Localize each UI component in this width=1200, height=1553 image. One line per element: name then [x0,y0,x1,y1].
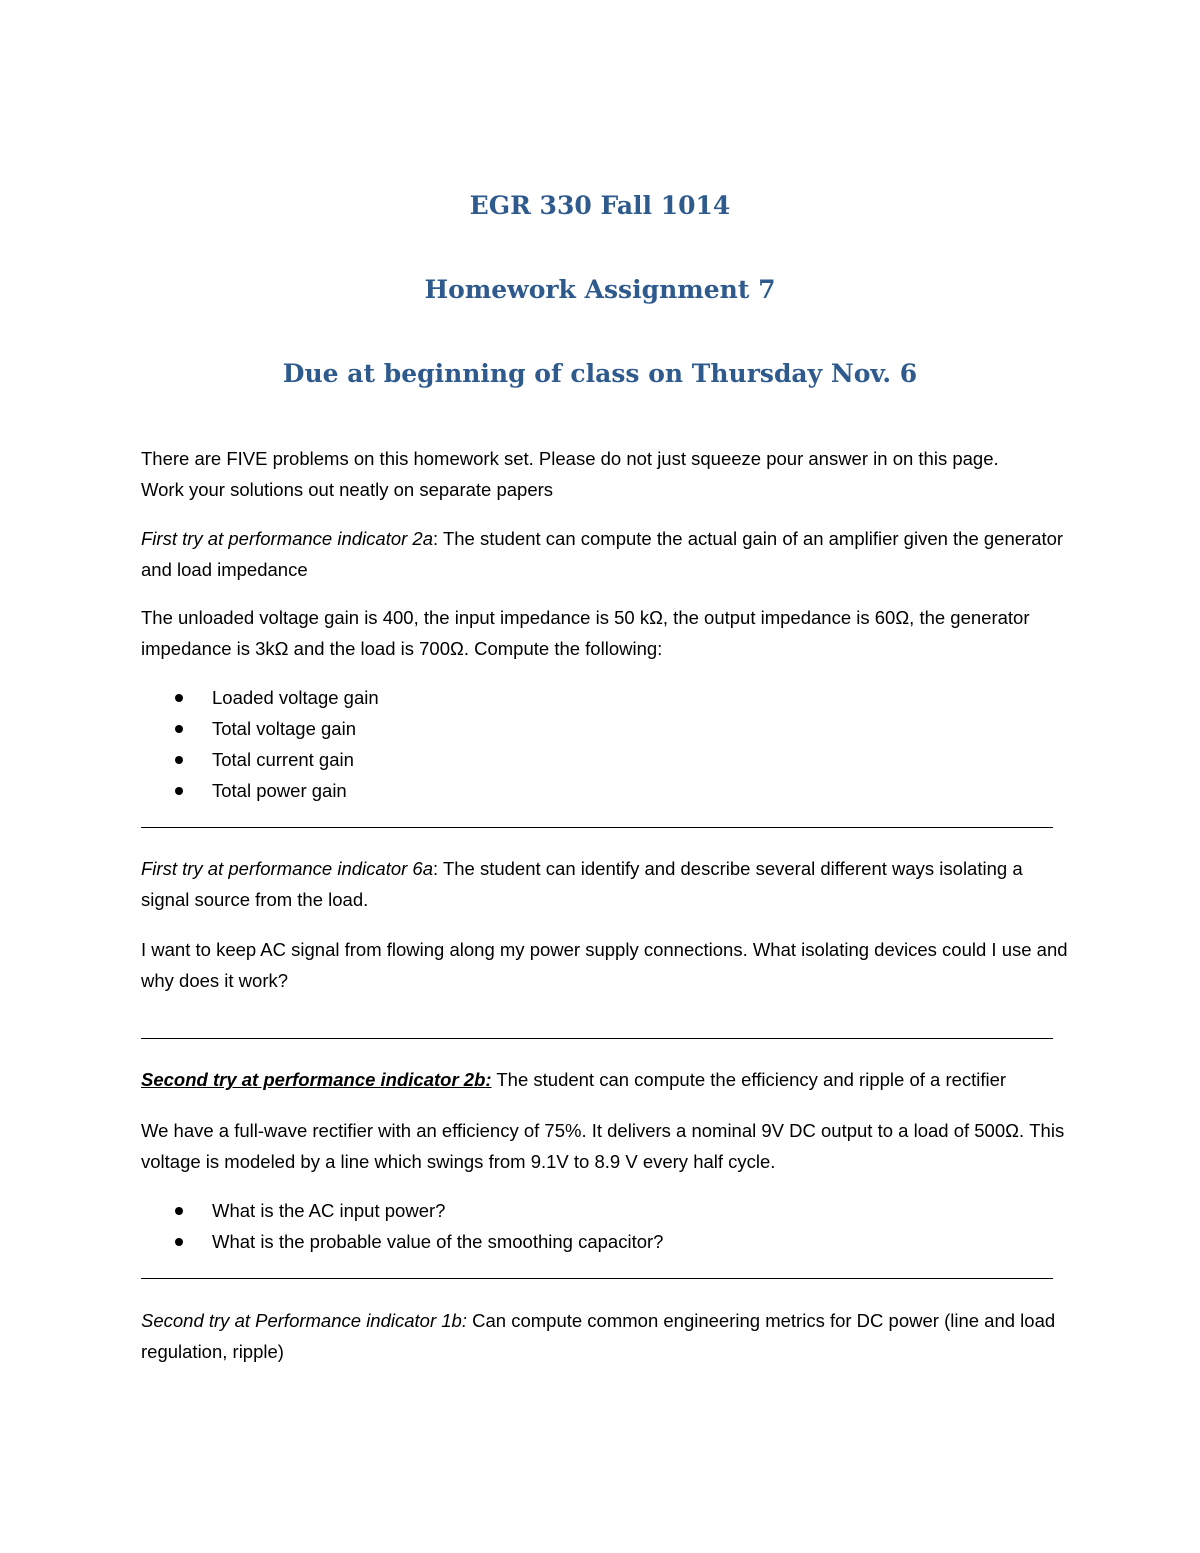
problem3-description: The student can compute the efficiency and ripple of a rectifier [491,1069,1007,1090]
problem3-indicator-paragraph [141,1064,1076,1095]
problem1-description: The student can compute the actual gain of an amplifier given the generator and load impedance [141,528,1064,580]
course-title: EGR 330 Fall 1014 [469,191,731,220]
problem2-indicator-paragraph [141,853,1071,915]
bullet-dot-icon [175,756,183,764]
list-item: Total power gain [141,775,1041,806]
problem1-bullet-list [141,682,1041,806]
problem1-indicator-paragraph [141,523,1071,585]
bullet-dot-icon [175,1238,183,1246]
bullet-dot-icon [175,1207,183,1215]
due-date: Due at beginning of class on Thursday Nov. 6 [282,359,918,388]
list-item: What is the probable value of the smoothing capacitor? [141,1226,1041,1257]
intro-paragraph [141,443,1071,505]
problem3-text: We have a full-wave rectifier with an efficiency of 75%. It delivers a nominal 9V DC output to a load of 500Ω. This voltage is modeled by a line which swings from 9.1V to 8.9 V every half cycle. [141,1120,1065,1172]
bullet-dot-icon [175,725,183,733]
problem2-text: I want to keep AC signal from flowing along my power supply connections. What isolating devices could I use and why does it work? [141,939,1068,991]
intro-line-2: Work your solutions out neatly on separate papers [141,479,554,500]
problem3-bullet-list [141,1195,1041,1257]
divider-3 [141,1278,1053,1279]
problem4-indicator: Second try at Performance indicator 1b: [141,1310,467,1331]
list-item: Loaded voltage gain [141,682,1041,713]
divider-1 [141,827,1053,828]
list-item: Total voltage gain [141,713,1041,744]
problem1-colon: : [433,528,439,549]
problem2-indicator: First try at performance indicator 6a [141,858,433,879]
problem4-description: Can compute common engineering metrics for DC power (line and load regulation, ripple) [141,1310,1056,1362]
problem4-indicator-paragraph [141,1305,1071,1367]
problem1-indicator: First try at performance indicator 2a [141,528,433,549]
problem2-description: The student can identify and describe several different ways isolating a signal source from the load. [141,858,1023,910]
bullet-dot-icon [175,787,183,795]
problem1-text: The unloaded voltage gain is 400, the input impedance is 50 kΩ, the output impedance is 60Ω, the generator impedance is 3kΩ and the load is 700Ω. Compute the following: [141,607,1030,659]
divider-2 [141,1038,1053,1039]
list-item: Total current gain [141,744,1041,775]
intro-line-1: There are FIVE problems on this homework set. Please do not just squeeze pour answer in on this page. [141,448,999,469]
problem2-colon: : [433,858,439,879]
bullet-dot-icon [175,694,183,702]
list-item: What is the AC input power? [141,1195,1041,1226]
problem3-indicator: Second try at performance indicator 2b: [141,1069,492,1090]
assignment-title: Homework Assignment 7 [424,275,776,304]
